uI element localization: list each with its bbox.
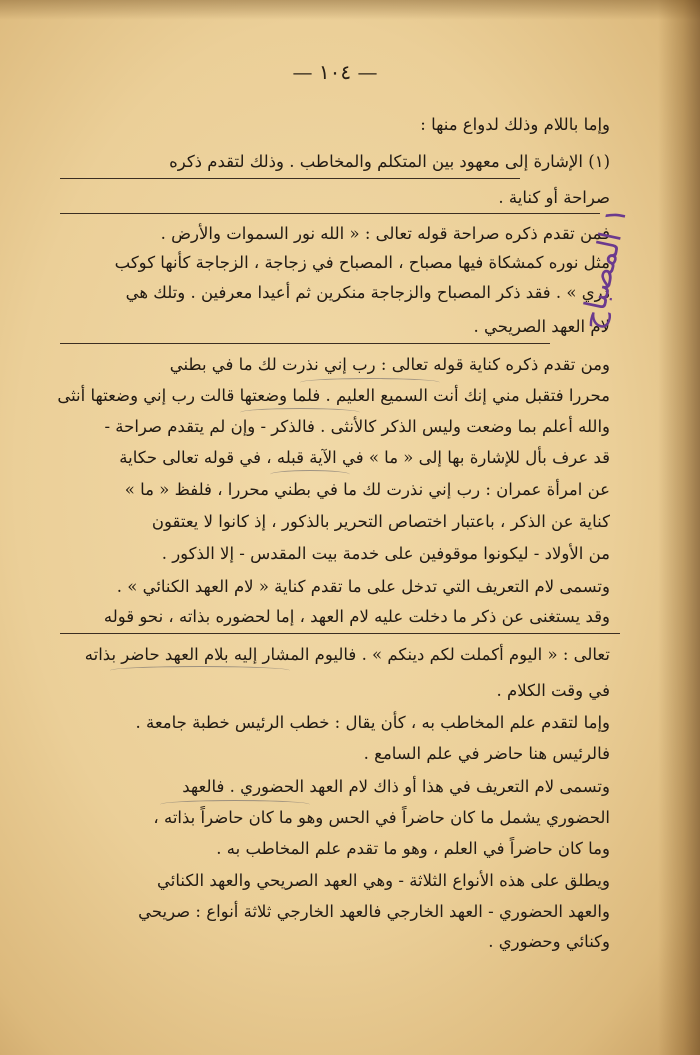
- pencil-underline: [300, 378, 440, 387]
- text-line-14: من الأولاد - ليكونوا موقوفين على خدمة بيت المقدس - إلا الذكور .: [161, 544, 610, 563]
- text-line-11: قد عرف بأل للإشارة بها إلى « ما » في الآية قبله ، في قوله تعالى حكاية: [119, 448, 610, 467]
- text-line-23: وما كان حاضراً في العلم ، وهو ما تقدم علم المخاطب به .: [216, 839, 610, 858]
- text-line-19: وإما لتقدم علم المخاطب به ، كأن يقال : خطب الرئيس خطبة جامعة .: [135, 713, 610, 732]
- ink-underline: [60, 633, 620, 634]
- handwritten-margin-note: ١ المصباح: [574, 203, 635, 333]
- ink-underline: [60, 213, 600, 214]
- page-number: — ١٠٤ —: [292, 60, 378, 84]
- pencil-underline: [160, 800, 310, 809]
- text-line-7: لام العهد الصريحي .: [473, 317, 610, 336]
- text-line-1: وإما باللام وذلك لدواع منها :: [420, 115, 610, 134]
- text-line-18: في وقت الكلام .: [496, 681, 610, 700]
- text-line-21: وتسمى لام التعريف في هذا أو ذاك لام العهد الحضوري . فالعهد: [182, 777, 610, 796]
- text-line-13: كناية عن الذكر ، باعتبار اختصاص التحرير بالذكور ، إذ كانوا لا يعتقون: [151, 512, 610, 531]
- text-line-9: محررا فتقبل مني إنك أنت السميع العليم . فلما وضعتها قالت رب إني وضعتها أنثى: [57, 386, 610, 405]
- text-line-8: ومن تقدم ذكره كناية قوله تعالى : رب إني نذرت لك ما في بطني: [169, 355, 610, 374]
- text-line-22: الحضوري يشمل ما كان حاضراً في الحس وهو ما كان حاضراً بذاته ،: [153, 808, 610, 827]
- text-line-5: مثل نوره كمشكاة فيها مصباح ، المصباح في زجاجة ، الزجاجة كأنها كوكب: [114, 253, 610, 272]
- page-top-shadow: [0, 0, 700, 20]
- text-line-12: عن امرأة عمران : رب إني نذرت لك ما في بطني محررا ، فلفظ « ما »: [124, 480, 610, 499]
- text-line-16: وقد يستغنى عن ذكر ما دخلت عليه لام العهد ، إما لحضوره بذاته ، نحو قوله: [103, 607, 610, 626]
- text-line-17: تعالى : « اليوم أكملت لكم دينكم » . فاليوم المشار إليه بلام العهد حاضر بذاته: [84, 645, 610, 664]
- text-line-26: وكنائي وحضوري .: [488, 932, 610, 951]
- pencil-underline: [240, 408, 360, 417]
- text-line-25: والعهد الحضوري - العهد الخارجي فالعهد الخارجي ثلاثة أنواع : صريحي: [138, 902, 610, 921]
- text-line-24: ويطلق على هذه الأنواع الثلاثة - وهي العهد الصريحي والعهد الكنائي: [157, 871, 610, 890]
- pencil-underline: [270, 470, 350, 479]
- text-line-2: (١) الإشارة إلى معهود بين المتكلم والمخاطب . وذلك لتقدم ذكره: [169, 152, 610, 171]
- text-line-3: صراحة أو كناية .: [498, 188, 610, 207]
- text-line-15: وتسمى لام التعريف التي تدخل على ما تقدم كناية « لام العهد الكنائي » .: [116, 577, 610, 596]
- text-line-10: والله أعلم بما وضعت وليس الذكر كالأنثى . فالذكر - وإن لم يتقدم صراحة -: [104, 417, 610, 436]
- book-spine-shadow: [658, 0, 700, 1055]
- pencil-underline: [110, 666, 290, 675]
- text-line-20: فالرئيس هنا حاضر في علم السامع .: [363, 744, 610, 763]
- ink-underline: [60, 178, 520, 179]
- text-line-4: فمن تقدم ذكره صراحة قوله تعالى : « الله نور السموات والأرض .: [160, 224, 610, 243]
- text-line-6: دري » . فقد ذكر المصباح والزجاجة منكرين ثم أعيدا معرفين . وتلك هي: [125, 283, 610, 302]
- ink-underline: [60, 343, 550, 344]
